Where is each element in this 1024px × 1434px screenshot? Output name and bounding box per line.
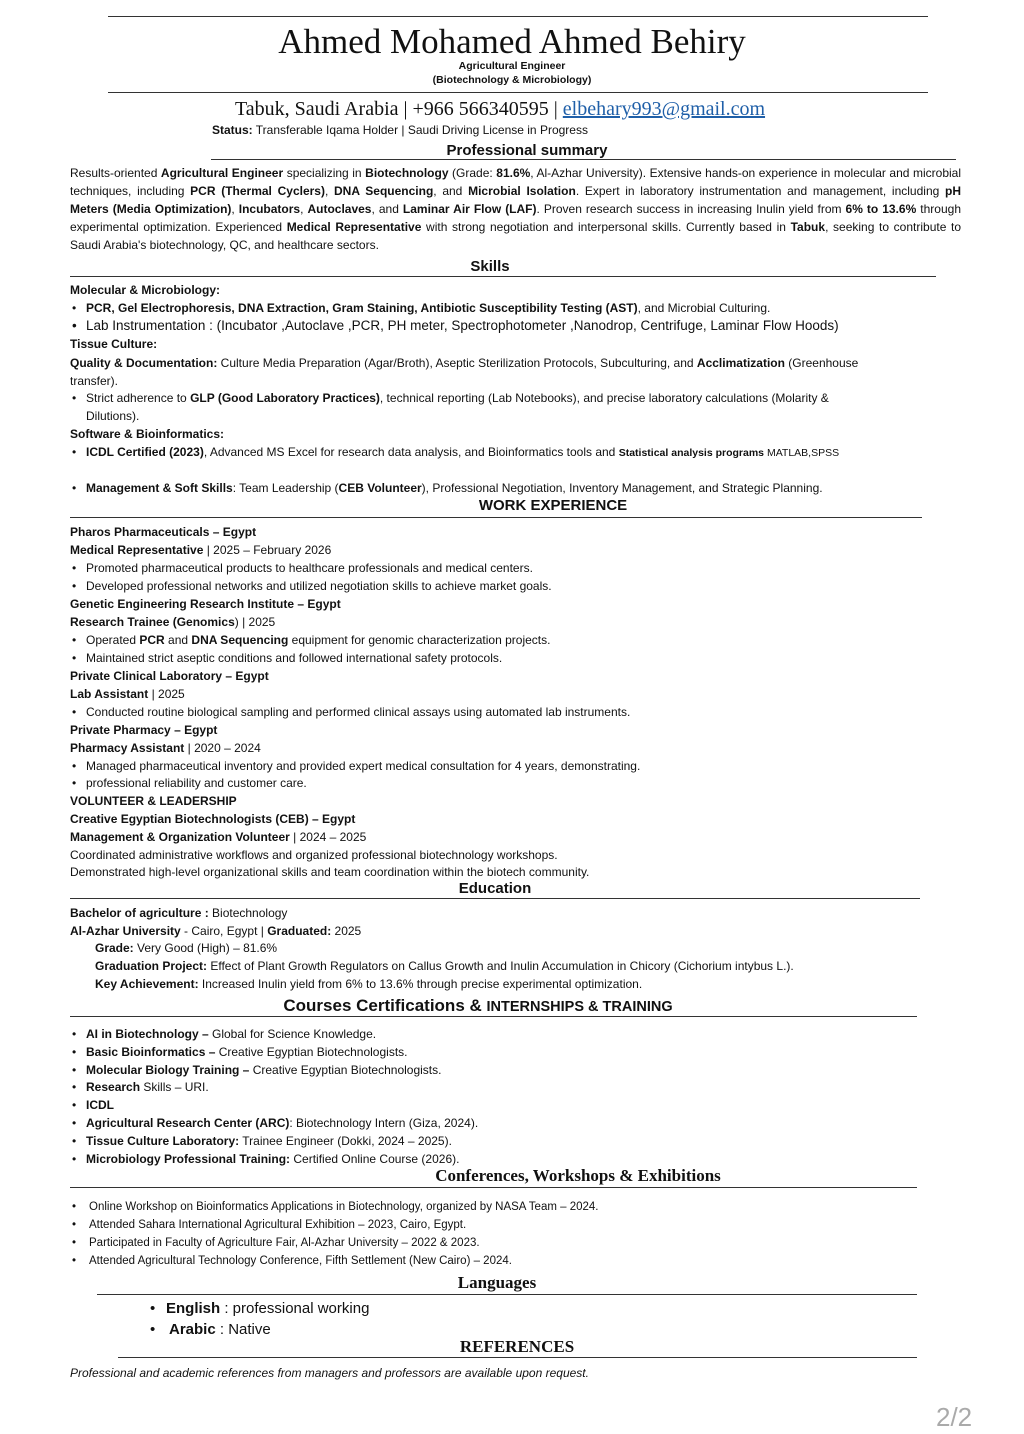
languages-rule (97, 1294, 917, 1295)
skills-heading: Skills (470, 258, 510, 275)
list-item: • Attended Sahara International Agricultural Exhibition – 2023, Cairo, Egypt. (72, 1219, 467, 1231)
list-item: • Maintained strict aseptic conditions and followed international safety protocols. (72, 651, 503, 665)
list-item: • Research Skills – URI. (72, 1080, 209, 1094)
work-role: Management & Organization Volunteer | 2024 – 2025 (70, 830, 367, 844)
list-item: • ICDL (72, 1098, 114, 1112)
references-heading: REFERENCES (459, 1337, 575, 1356)
list-item: • ICDL Certified (2023), Advanced MS Excel for research data analysis, and Bioinformatics tools and Statistical analysis programs MATLAB,SPSS (72, 445, 840, 459)
work-role: Medical Representative | 2025 – February 2026 (70, 543, 332, 557)
skills-glp-line-2: Dilutions). (86, 409, 140, 423)
status-label: Status: (212, 123, 253, 137)
list-item: • Agricultural Research Center (ARC): Biotechnology Intern (Giza, 2024). (72, 1116, 479, 1130)
skills-tissue-heading: Tissue Culture: (70, 337, 158, 351)
list-item: • Basic Bioinformatics – Creative Egyptian Biotechnologists. (72, 1045, 408, 1059)
conferences-heading: Conferences, Workshops & Exhibitions (435, 1166, 721, 1185)
skills-qd-line: Quality & Documentation: Culture Media Preparation (Agar/Broth), Aseptic Sterilization Protocols, Subculturing, and Acclimatization (Greenhouse (70, 356, 859, 370)
volunteer-line: Demonstrated high-level organizational skills and team coordination within the biotech community. (70, 865, 590, 879)
summary-paragraph: Results-oriented Agricultural Engineer specializing in Biotechnology (Grade: 81.6%, Al-Azhar University). Extensive hands-on experience in molecular and microbial techniques, including PCR (Thermal Cyclers), DNA Sequencing, and Microbial Isolation. Expert in laboratory instrumentation and management, including pH Meters (Media Optimization), Incubators, Autoclaves, and Laminar Air Flow (LAF). Proven research success in increasing Inulin yield from 6% to 13.6% through experimental optimization. Experienced Medical Representative with strong negotiation and interpersonal skills. Currently based in Tabuk, seeking to contribute to Saudi Arabia's biotechnology, QC, and healthcare sectors. (70, 166, 962, 252)
list-item: • Online Workshop on Bioinformatics Applications in Biotechnology, organized by NASA Team – 2024. (72, 1201, 599, 1213)
skills-qd-line-2: transfer). (70, 374, 119, 388)
list-item: • Conducted routine biological sampling and performed clinical assays using automated lab instruments. (72, 705, 631, 719)
work-company: Creative Egyptian Biotechnologists (CEB) – Egypt (70, 812, 356, 826)
location-phone: Tabuk, Saudi Arabia | +966 566340595 | (234, 98, 563, 120)
top-rule (108, 16, 928, 17)
education-achievement: Key Achievement: Increased Inulin yield from 6% to 13.6% through precise experimental optimization. (95, 977, 643, 991)
courses-rule (70, 1016, 917, 1017)
work-role: Lab Assistant | 2025 (70, 687, 185, 701)
education-project: Graduation Project: Effect of Plant Growth Regulators on Callus Growth and Inulin Accumulation in Chicory (Cichorium intybus L.). (95, 959, 794, 973)
courses-heading: Courses Certifications & INTERNSHIPS & TRAINING (283, 996, 673, 1015)
volunteer-heading: VOLUNTEER & LEADERSHIP (70, 794, 237, 808)
work-company: Private Clinical Laboratory – Egypt (70, 669, 269, 683)
list-item: • Operated PCR and DNA Sequencing equipment for genomic characterization projects. (72, 633, 551, 647)
list-item: • Managed pharmaceutical inventory and provided expert medical consultation for 4 years, demonstrating. (72, 759, 641, 773)
list-item: • Strict adherence to GLP (Good Laboratory Practices), technical reporting (Lab Notebooks), and precise laboratory calculations (Molarity & (72, 391, 829, 405)
work-role: Pharmacy Assistant | 2020 – 2024 (70, 741, 261, 755)
candidate-name: Ahmed Mohamed Ahmed Behiry (278, 22, 746, 61)
list-item: • Lab Instrumentation : (Incubator ,Autoclave ,PCR, PH meter, Spectrophotometer ,Nanodrop, Centrifuge, Laminar Flow Hoods) (72, 318, 839, 333)
languages-heading: Languages (457, 1273, 537, 1292)
language-item: • Arabic : Native (150, 1321, 271, 1338)
page-indicator: 2/2 (936, 1402, 973, 1432)
list-item: • Promoted pharmaceutical products to healthcare professionals and medical centers. (72, 561, 533, 575)
references-rule (118, 1357, 917, 1358)
language-item: • English : professional working (150, 1300, 370, 1317)
education-grade: Grade: Very Good (High) – 81.6% (95, 941, 278, 955)
email-link[interactable]: elbehary993@gmail.com (562, 98, 766, 120)
work-role: Research Trainee (Genomics) | 2025 (70, 615, 276, 629)
list-item: • Tissue Culture Laboratory: Trainee Engineer (Dokki, 2024 – 2025). (72, 1134, 452, 1148)
summary-rule (211, 159, 956, 160)
skills-rule (70, 276, 936, 277)
list-item: • Participated in Faculty of Agriculture Fair, Al-Azhar University – 2022 & 2023. (72, 1237, 480, 1249)
work-company: Pharos Pharmaceuticals – Egypt (70, 525, 257, 539)
volunteer-line: Coordinated administrative workflows and organized professional biotechnology workshops. (70, 848, 558, 862)
skills-mol-heading: Molecular & Microbiology: (70, 283, 221, 297)
list-item: • PCR, Gel Electrophoresis, DNA Extraction, Gram Staining, Antibiotic Susceptibility Testing (AST), and Microbial Culturing. (72, 301, 771, 315)
header-rule (108, 92, 928, 93)
candidate-specialty: (Biotechnology & Microbiology) (432, 74, 592, 86)
list-item: • AI in Biotechnology – Global for Science Knowledge. (72, 1027, 377, 1041)
list-item: • Molecular Biology Training – Creative Egyptian Biotechnologists. (72, 1063, 442, 1077)
list-item: • professional reliability and customer care. (72, 776, 307, 790)
work-company: Genetic Engineering Research Institute – Egypt (70, 597, 341, 611)
conferences-rule (70, 1187, 917, 1188)
list-item: • Attended Agricultural Technology Conference, Fifth Settlement (New Cairo) – 2024. (72, 1255, 512, 1267)
references-text: Professional and academic references from managers and professors are available upon request. (70, 1366, 589, 1380)
work-rule (70, 517, 922, 518)
education-rule (70, 898, 920, 899)
summary-heading: Professional summary (446, 142, 608, 159)
contact-line (0, 98, 1000, 121)
list-item: • Developed professional networks and utilized negotiation skills to achieve market goals. (72, 579, 552, 593)
work-heading: WORK EXPERIENCE (478, 497, 628, 514)
education-degree: Bachelor of agriculture : Biotechnology (70, 906, 288, 920)
list-item: • Management & Soft Skills: Team Leadership (CEB Volunteer), Professional Negotiation, Inventory Management, and Strategic Planning. (72, 481, 823, 495)
candidate-title: Agricultural Engineer (458, 60, 566, 72)
work-company: Private Pharmacy – Egypt (70, 723, 218, 737)
education-university: Al-Azhar University - Cairo, Egypt | Graduated: 2025 (70, 924, 362, 938)
list-item: • Microbiology Professional Training: Certified Online Course (2026). (72, 1152, 460, 1166)
skills-sw-heading: Software & Bioinformatics: (70, 427, 225, 441)
status-text: Transferable Iqama Holder | Saudi Driving License in Progress (255, 123, 588, 137)
status-line (212, 123, 588, 137)
education-heading: Education (458, 880, 532, 897)
